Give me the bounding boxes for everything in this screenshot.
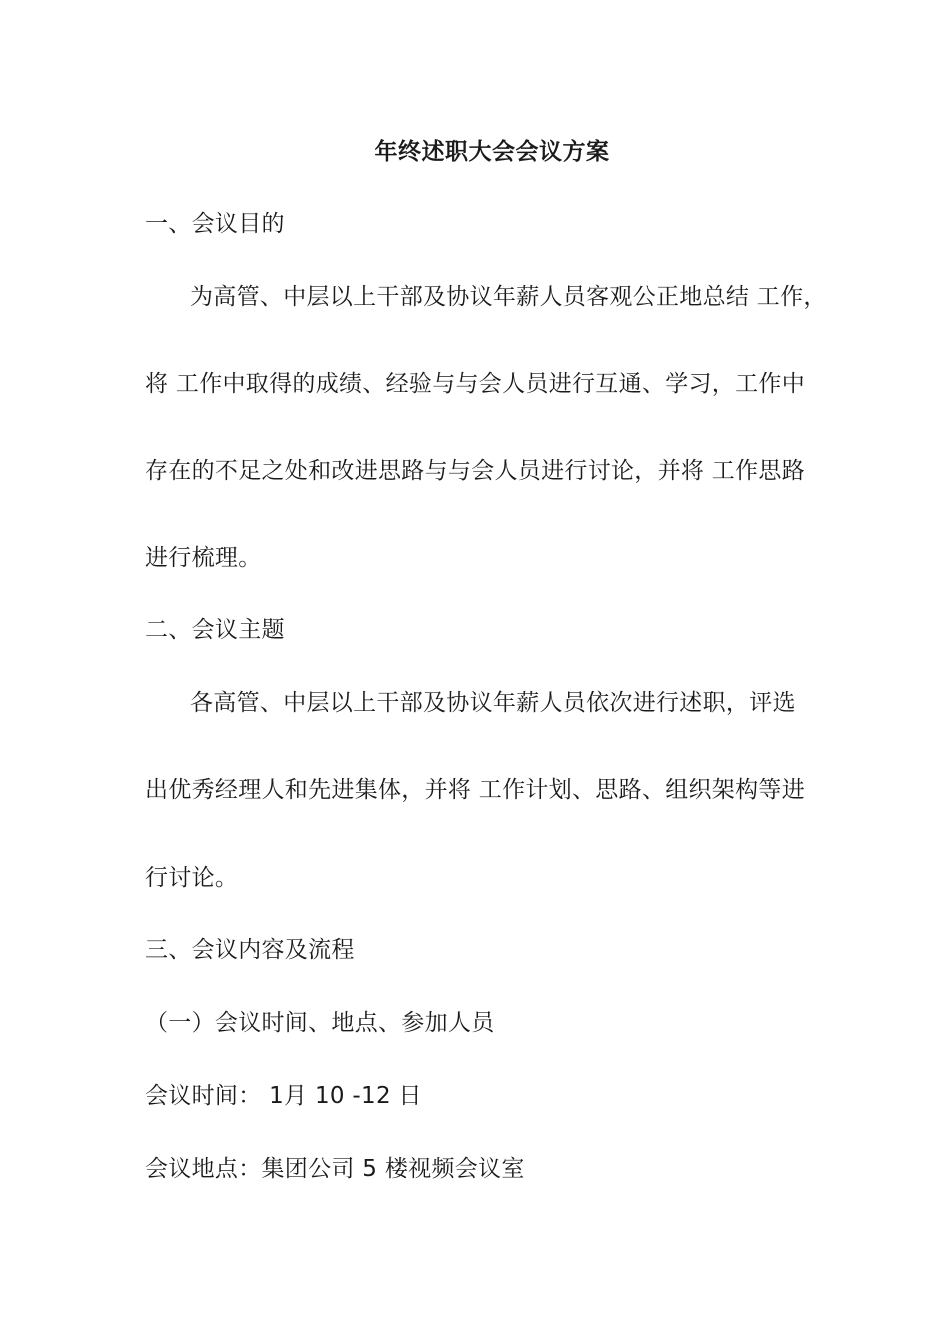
section-2-paragraph-line-1: 各高管、中层以上干部及协议年薪人员依次进行述职，评选 (190, 690, 796, 716)
section-1-heading: 一、会议目的 (145, 211, 285, 237)
section-2-paragraph-line-3: 行讨论。 (145, 865, 239, 891)
section-3-subheading: （一）会议时间、地点、参加人员 (145, 1010, 495, 1036)
section-1-paragraph-line-1: 为高管、中层以上干部及协议年薪人员客观公正地总结 工作， (190, 284, 827, 310)
meeting-location-line: 会议地点：集团公司 5 楼视频会议室 (145, 1156, 525, 1182)
section-3-heading: 三、会议内容及流程 (145, 937, 355, 963)
meeting-time-line: 会议时间： 1月 10 -12 日 (145, 1083, 422, 1109)
section-2-heading: 二、会议主题 (145, 617, 285, 643)
section-2-paragraph-line-2: 出优秀经理人和先进集体，并将 工作计划、思路、组织架构等进 (145, 777, 806, 803)
section-1-paragraph-line-3: 存在的不足之处和改进思路与与会人员进行讨论，并将 工作思路 (145, 458, 806, 484)
section-1-paragraph-line-2: 将 工作中取得的成绩、经验与与会人员进行互通、学习，工作中 (145, 371, 806, 397)
document-title: 年终述职大会会议方案 (374, 139, 610, 165)
section-1-paragraph-line-4: 进行梳理。 (145, 545, 262, 571)
